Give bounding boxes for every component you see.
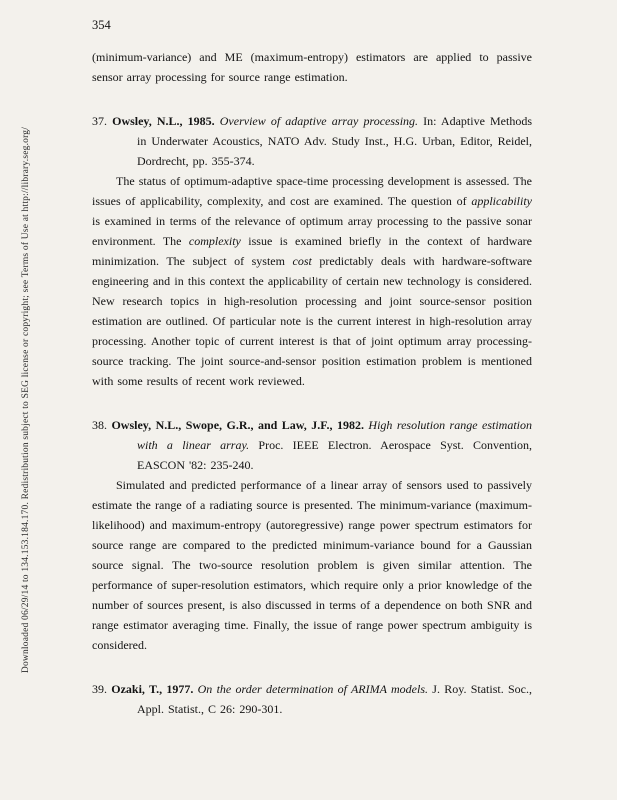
reference-title: Overview of adaptive array processing. (214, 114, 419, 128)
reference-entry-39 (92, 679, 532, 719)
reference-authors: Ozaki, T., 1977. (107, 682, 194, 696)
abstract-text: Simulated and predicted performance of a linear array of sensors used to passively estimate the range of a radiating source is presented. The minimum-variance (maximum-likelihood) and maximum-entropy (autoregressive) range power spectrum estimators for source range are compared to the predicted minimum-variance bound for a Gaussian source signal. The two-source resolution problem is given similar attention. The performance of super-resolution estimators, which require only a prior knowledge of the number of sources present, is also discussed in terms of a dependence on both SNR and range estimator averaging time. Finally, the issue of range power spectrum ambiguity is considered. (92, 478, 532, 652)
reference-title: High resolution range estimation with a linear array. (137, 418, 533, 452)
reference-title: On the order determination of ARIMA models. (193, 682, 429, 696)
continuation-paragraph: (minimum-variance) and ME (maximum-entropy) estimators are applied to passive sensor array processing for source range estimation. (92, 50, 532, 84)
abstract-text: issue is examined briefly in the context of hardware minimization. The subject of system (92, 234, 533, 268)
abstract-italic-term: cost (292, 254, 312, 268)
abstract-italic-term: applicability (471, 194, 532, 208)
reference-entry-37 (92, 111, 532, 171)
reference-authors: Owsley, N.L., 1985. (107, 114, 215, 128)
page-number: 354 (92, 18, 111, 32)
abstract-text: predictably deals with hardware-software engineering and in this context the applicability of certain new technology is considered. New research topics in high-resolution processing and joint source-sensor position estimation are outlined. Of particular note is the current interest in high-resolution array processing. Another topic of current interest is that of joint optimum array processing-source tracking. The joint source-and-sensor position estimation problem is mentioned with some results of recent work reviewed. (92, 254, 533, 388)
reference-authors: Owsley, N.L., Swope, G.R., and Law, J.F., 1982. (107, 418, 364, 432)
abstract-italic-term: complexity (188, 234, 241, 248)
reference-number: 37. (92, 114, 107, 128)
reference-source: Proc. IEEE Electron. Aerospace Syst. Convention, EASCON '82: 235-240. (137, 438, 533, 472)
abstract-text: is examined in terms of the relevance of optimum array processing to the passive sonar environment. The (92, 214, 532, 248)
abstract-entry-37 (92, 171, 532, 391)
abstract-entry-38 (92, 475, 532, 655)
reference-source: J. Roy. Statist. Soc., Appl. Statist., C 26: 290-301. (137, 682, 532, 716)
reference-entry-38 (92, 415, 532, 475)
page-content (92, 18, 532, 719)
reference-source: In: Adaptive Methods in Underwater Acoustics, NATO Adv. Study Inst., H.G. Urban, Editor, Reidel, Dordrecht, pp. 355-374. (137, 114, 532, 168)
seg-download-watermark: Downloaded 06/29/14 to 134.153.184.170. Redistribution subject to SEG license or copyright; see Terms of Use at http://library.seg.org/ (21, 126, 31, 674)
abstract-text: The status of optimum-adaptive space-time processing development is assessed. The issues of applicability, complexity, and cost are examined. The question of (92, 174, 532, 208)
reference-number: 39. (92, 682, 107, 696)
reference-number: 38. (92, 418, 107, 432)
